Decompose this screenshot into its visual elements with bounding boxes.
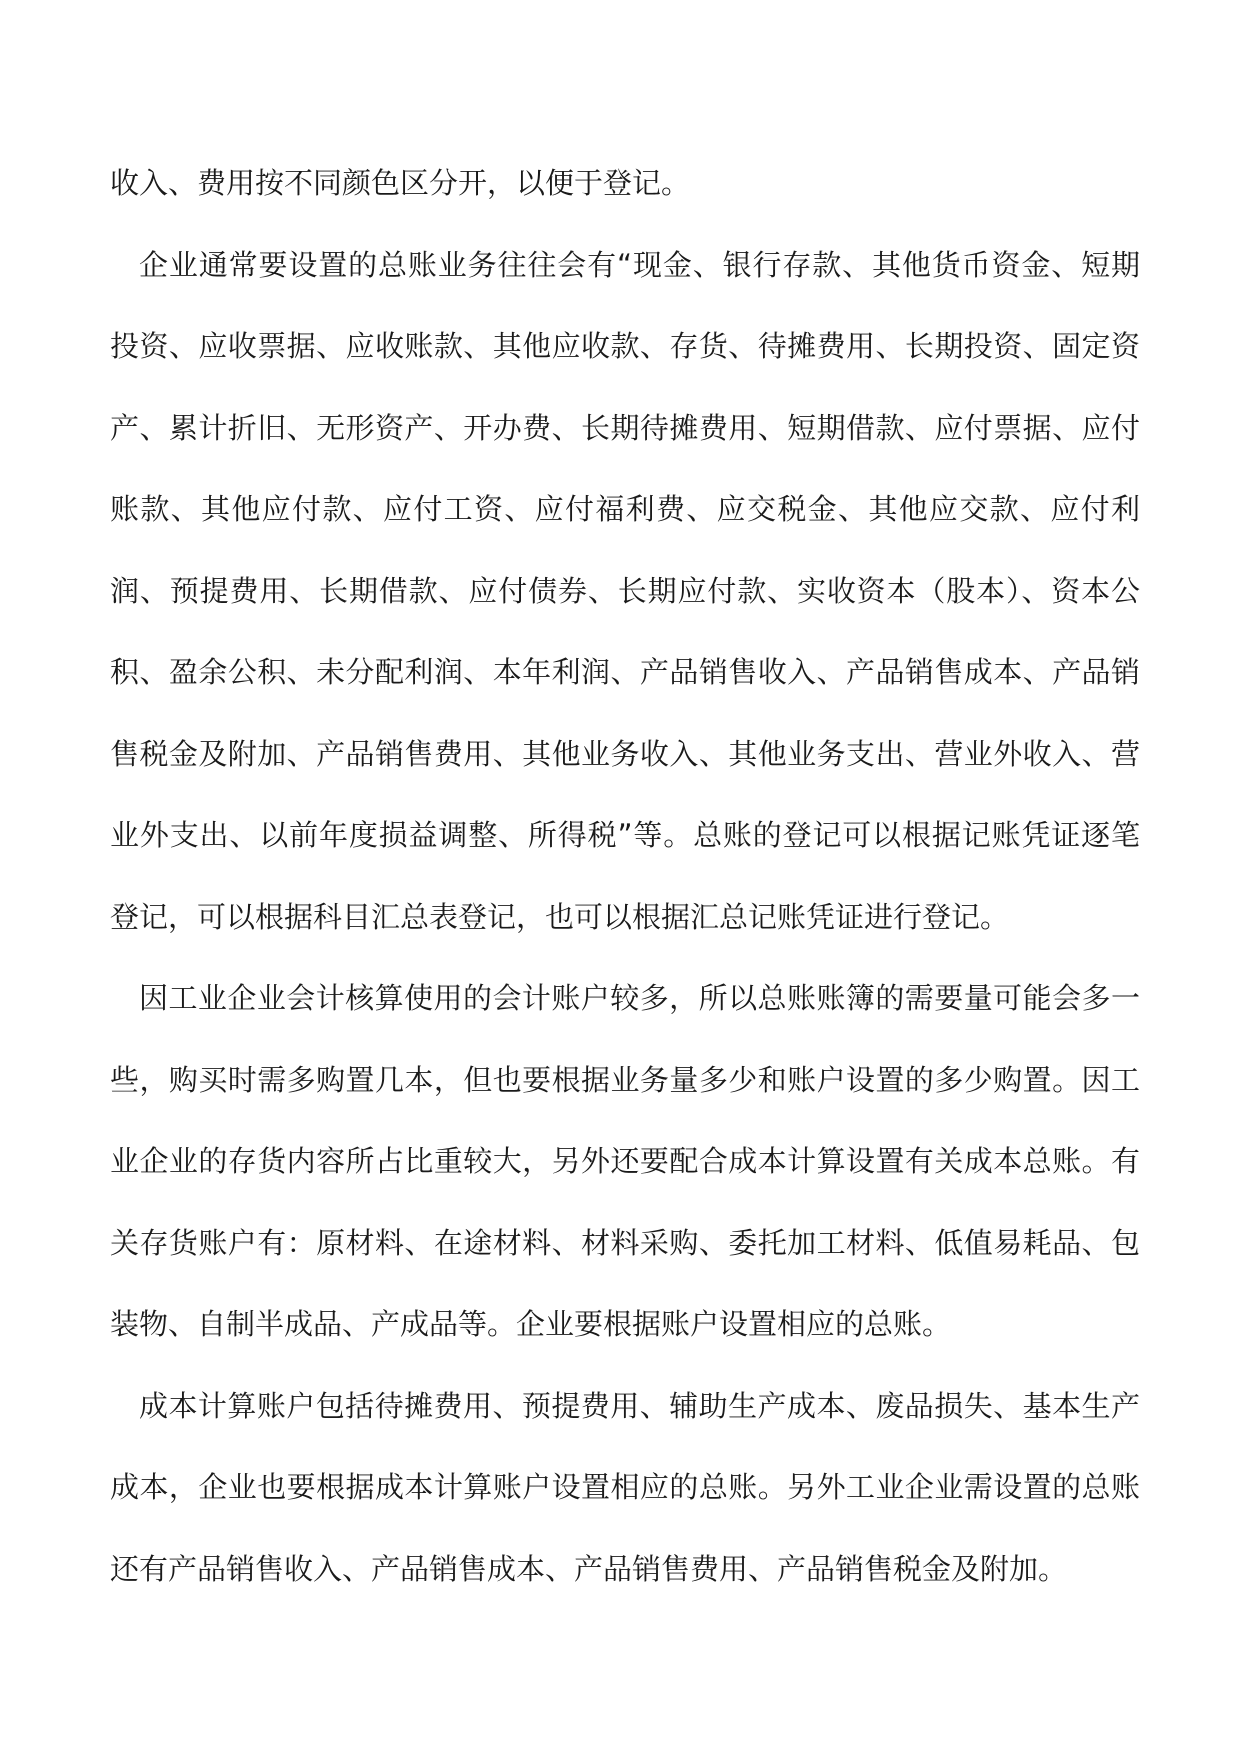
- paragraph-3: 因工业企业会计核算使用的会计账户较多，所以总账账簿的需要量可能会多一些，购买时需多购置几本，但也要根据业务量多少和账户设置的多少购置。因工业企业的存货内容所占比重较大，另外还要配合成本计算设置有关成本总账。有关存货账户有：原材料、在途材料、材料采购、委托加工材料、低值易耗品、包装物、自制半成品、产成品等。企业要根据账户设置相应的总账。: [110, 981, 1140, 1341]
- document-body: [110, 143, 1140, 1610]
- paragraph-2: 企业通常要设置的总账业务往往会有“现金、银行存款、其他货币资金、短期投资、应收票据、应收账款、其他应收款、存货、待摊费用、长期投资、固定资产、累计折旧、无形资产、开办费、长期待摊费用、短期借款、应付票据、应付账款、其他应付款、应付工资、应付福利费、应交税金、其他应交款、应付利润、预提费用、长期借款、应付债券、长期应付款、实收资本（股本）、资本公积、盈余公积、未分配利润、本年利润、产品销售收入、产品销售成本、产品销售税金及附加、产品销售费用、其他业务收入、其他业务支出、营业外收入、营业外支出、以前年度损益调整、所得税”等。总账的登记可以根据记账凭证逐笔登记，可以根据科目汇总表登记，也可以根据汇总记账凭证进行登记。: [110, 247, 1140, 934]
- paragraph-4: 成本计算账户包括待摊费用、预提费用、辅助生产成本、废品损失、基本生产成本，企业也要根据成本计算账户设置相应的总账。另外工业企业需设置的总账还有产品销售收入、产品销售成本、产品销售费用、产品销售税金及附加。: [110, 1388, 1140, 1586]
- paragraph-1: 收入、费用按不同颜色区分开，以便于登记。: [110, 166, 691, 200]
